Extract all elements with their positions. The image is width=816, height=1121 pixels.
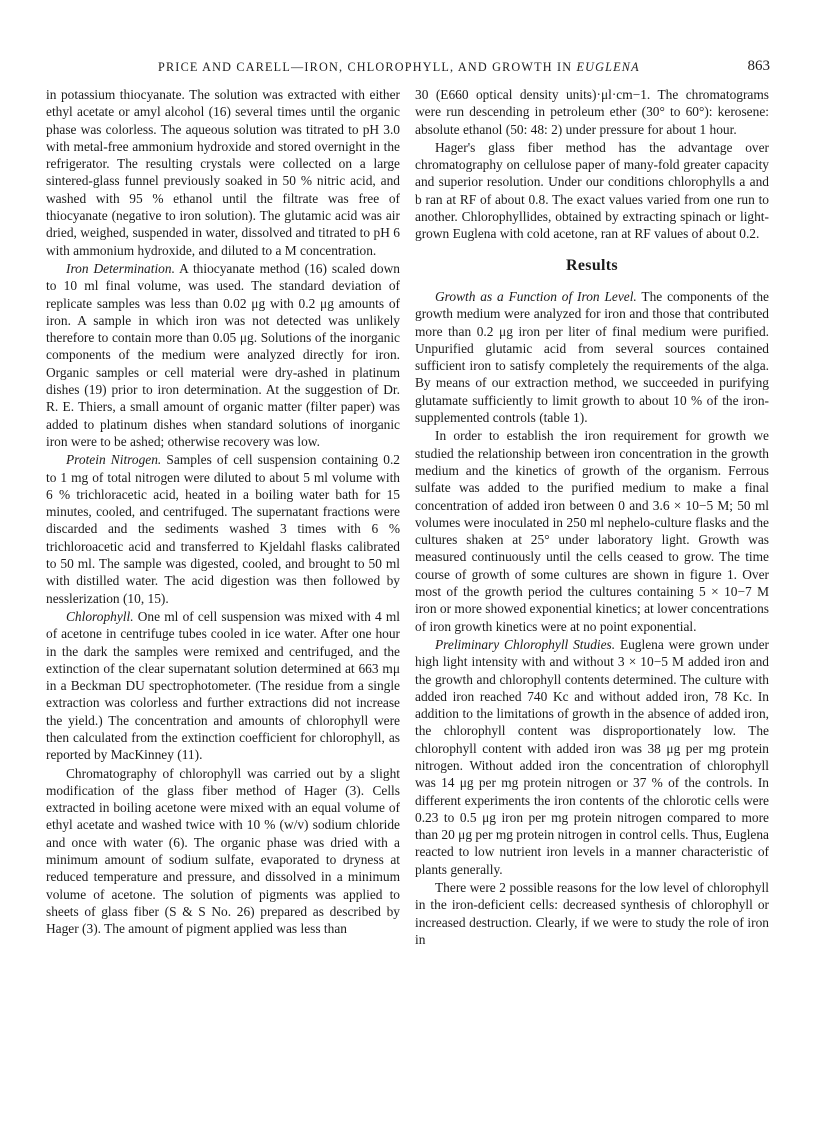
chlorophyll-text: One ml of cell suspension was mixed with 4 ml of acetone in centrifuge tubes cooled in ice water. After one hour in the dark the samples were remixed and centrifuged, and the extinction of the clear supernatant solution determined at 663 mμ in a Beckman DU spectrophotometer. (The residue from a single extraction was colorless and further extractions did not increase the yield.) The concentration and amounts of chlorophyll were then calculated from the extinction coefficient for chlorophyll, as reported by MacKinney (11). [46, 608, 400, 763]
left-column [46, 86, 400, 938]
iron-determination-text: A thiocyanate method (16) scaled down to 10 ml final volume, was used. The standard deviation of replicate samples was less than 0.02 μg with 0.2 μg amounts of iron. A sample in which iron was not detected was unlikely therefore to contain more than 0.05 μg. Solutions of the inorganic components of the medium were analyzed directly for iron. Organic samples or cell material were dry-ashed in platinum dishes (19) prior to iron determination. At the suggestion of Dr. R. E. Thiers, a small amount of organic matter (filter paper) was added to platinum dishes when standard solutions of inorganic iron were to be ashed; otherwise recovery was low. [46, 260, 400, 449]
results-heading: Results [566, 256, 618, 274]
protein-nitrogen-paragraph [46, 451, 400, 607]
glutamate-purification-paragraph: in potassium thiocyanate. The solution was extracted with either ethyl acetate or amyl alcohol (16) several times until the organic phase was colorless. The aqueous solution was titrated to pH 3.0 with metal-free ammonium hydroxide and stored overnight in the refrigerator. The resulting crystals were collected on a large sintered-glass funnel previously soaked in 50 % nitric acid, and washed with 95 % ethanol until the filtrate was free of thiocyanate (negative to iron solution). The glutamic acid was air dried, weighed, suspended in water, dissolved and titrated to pH 6 with ammonium hydroxide, and diluted to a M concentration. [46, 87, 400, 258]
chromatography-paragraph: Chromatography of chlorophyll was carried out by a slight modification of the glass fiber method of Hager (3). Cells extracted in boiling acetone were mixed with an equal volume of ethyl acetate and washed twice with 10 % (w/v) sodium chloride and once with water (6). The organic phase was dried with a minimum amount of sodium sulfate, evaporated to dryness at reduced temperature and pressure, and dissolved in a minimum volume of acetone. The solution of pigments was applied to sheets of glass fiber (S & S No. 26) prepared as described by Hager (3). The amount of pigment applied was less than [46, 765, 400, 937]
growth-iron-heading: Growth as a Function of Iron Level. [435, 288, 637, 304]
right-column [415, 86, 769, 948]
page-number: 863 [747, 58, 770, 74]
preliminary-chlorophyll-text: Euglena were grown under high light intensity with and without 3 × 10−5 M added iron and the growth and chlorophyll contents determined. The culture with added iron reached 740 Kc and without added iron, 78 Kc. In addition to the limitations of growth in the absence of added iron, the chlorophyll content was disproportionately low. The chlorophyll content with added iron was 38 μg per mg protein nitrogen. Without added iron the concentration of chlorophyll was 14 μg per mg protein nitrogen or 37 % of the controls. In different experiments the iron contents of the chlorotic cells were 0.23 to 0.5 μg iron per mg protein nitrogen compared to more than 20 μg per mg protein nitrogen in control cells. Thus, Euglena reacted to low nutrient iron levels in a manner characteristic of plants generally. [415, 636, 769, 877]
preliminary-chlorophyll-paragraph [415, 636, 769, 878]
running-head-title: IRON, CHLOROPHYLL, AND GROWTH IN [304, 60, 573, 74]
chromatography-continued-paragraph: 30 (E660 optical density units)·μl·cm−1. The chromatograms were run descending in petroleum ether (30° to 60°): kerosene: absolute ethanol (50: 48: 2) under pressure for about 1 hour. [415, 87, 769, 137]
running-head [158, 60, 640, 75]
chlorophyll-paragraph [46, 608, 400, 764]
preliminary-chlorophyll-heading: Preliminary Chlorophyll Studies. [435, 636, 616, 652]
hager-method-paragraph: Hager's glass fiber method has the advantage over chromatography on cellulose paper of many-fold greater capacity and superior resolution. Under our conditions chlorophylls a and b ran at RF of about 0.8. The exact values varied from one run to another. Chlorophyllides, obtained by extracting spinach or light-grown Euglena with cold acetone, ran at RF values of about 0.2. [415, 139, 769, 242]
iron-requirement-paragraph: In order to establish the iron requirement for growth we studied the relationship between iron concentration in the growth medium and the kinetics of growth of the organism. Ferrous sulfate was added to the purified medium to make a final concentration of added iron between 0 and 3.6 × 10−5 M; 50 ml volumes were inoculated in 250 ml nephelo-culture flasks and the cultures shaken at 25° under laboratory light. Growth was measured continuously until the cells ceased to grow. The time course of growth of some cultures are shown in figure 1. Over most of the growth period the cultures containing 5 × 10−7 M iron or more showed exponential kinetics; at lower concentrations of iron growth kinetics were at no point exponential. [415, 428, 770, 634]
iron-determination-heading: Iron Determination. [66, 260, 175, 276]
running-head-genus: EUGLENA [576, 60, 640, 74]
protein-nitrogen-heading: Protein Nitrogen. [66, 452, 162, 468]
running-head-authors: PRICE AND CARELL— [158, 60, 305, 74]
iron-determination-paragraph [46, 260, 400, 450]
page-header [158, 58, 770, 80]
possible-reasons-paragraph: There were 2 possible reasons for the low level of chlorophyll in the iron-deficient cells: decreased synthesis of chlorophyll or increased destruction. Clearly, if we were to study the role of iron in [415, 880, 769, 947]
protein-nitrogen-text: Samples of cell suspension containing 0.2 to 1 mg of total nitrogen were diluted to about 5 ml volume with 6 % trichloracetic acid, heated in a boiling water bath for 15 minutes, cooled, and centrifuged. The supernatant fractions were discarded and the sediments washed 3 times with 6 % trichloroacetic acid and transferred to Kjeldahl flasks calibrated to 50 ml. The sample was digested, cooled, and brought to 50 ml with distilled water. The acid digestion was then followed by nesslerization (10, 15). [46, 452, 400, 606]
growth-iron-text: The components of the growth medium were analyzed for iron and those that contributed more than 0.2 μg iron per liter of final medium were purified. Unpurified glutamic acid from several sources contained sufficient iron to satisfy completely the requirements of the alga. By means of our extraction method, we succeeded in purifying glutamate sufficiently to limit growth to about 10 % of the iron-supplemented controls (table 1). [415, 288, 769, 426]
growth-iron-paragraph [415, 288, 769, 426]
chlorophyll-heading: Chlorophyll. [66, 608, 134, 624]
